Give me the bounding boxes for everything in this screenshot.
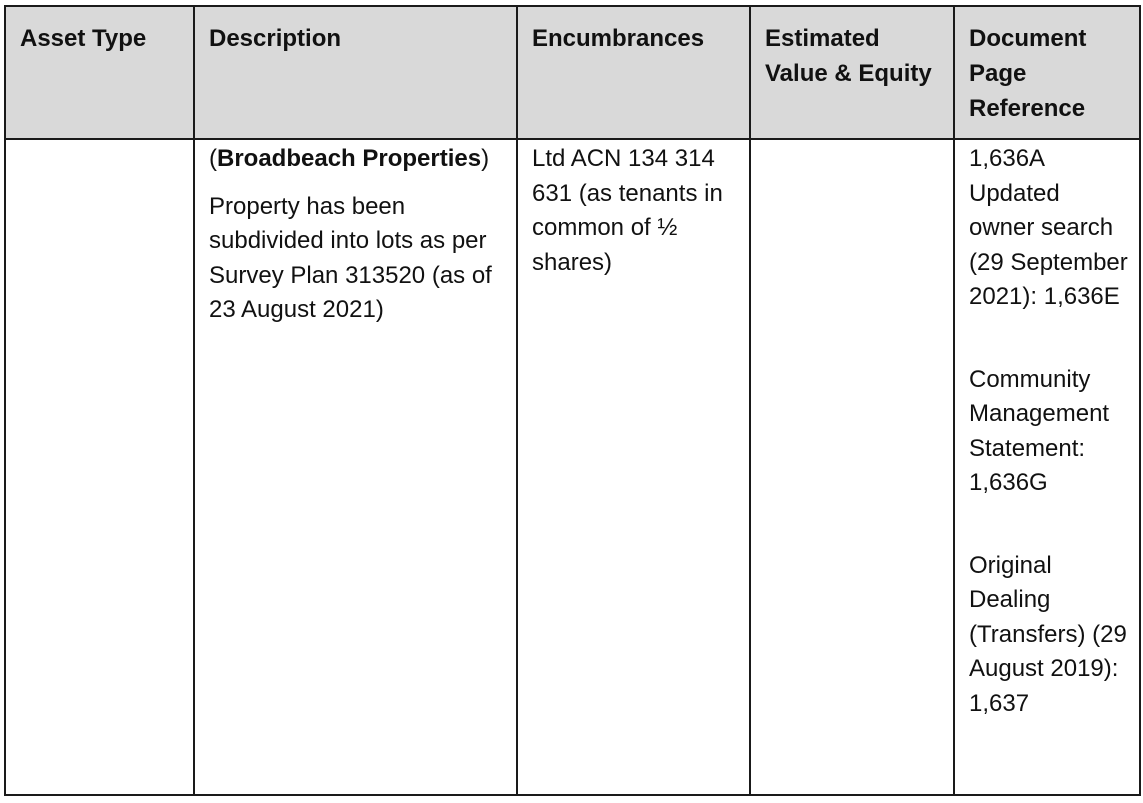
cell-asset-type — [5, 139, 194, 795]
header-asset-type: Asset Type — [5, 6, 194, 139]
header-description: Description — [194, 6, 517, 139]
cell-encumbrances: Ltd ACN 134 314 631 (as tenants in common of ½ shares) — [517, 139, 750, 795]
cell-estimated-value — [750, 139, 954, 795]
close-paren: ) — [481, 145, 490, 172]
header-document-page-reference: Document Page Reference — [954, 6, 1140, 139]
table-row — [5, 139, 1140, 795]
cell-document-reference — [954, 139, 1140, 795]
header-estimated-value-equity: Estimated Value & Equity — [750, 6, 954, 139]
doc-reference-item: 1,636A Updated owner search (29 September 2021): 1,636E — [969, 145, 1128, 310]
property-name: Broadbeach Properties — [217, 145, 482, 172]
asset-table — [4, 5, 1141, 796]
description-detail: Property has been subdivided into lots as per Survey Plan 313520 (as of 23 August 2021) — [209, 192, 492, 323]
doc-reference-item: Original Dealing (Transfers) (29 August 2019): 1,637 — [969, 551, 1127, 717]
table-header-row — [5, 6, 1140, 139]
description-property-name — [209, 142, 506, 177]
open-paren: ( — [209, 145, 217, 172]
header-encumbrances: Encumbrances — [517, 6, 750, 139]
doc-reference-item: Community Management Statement: 1,636G — [969, 365, 1110, 496]
cell-description — [194, 139, 517, 795]
